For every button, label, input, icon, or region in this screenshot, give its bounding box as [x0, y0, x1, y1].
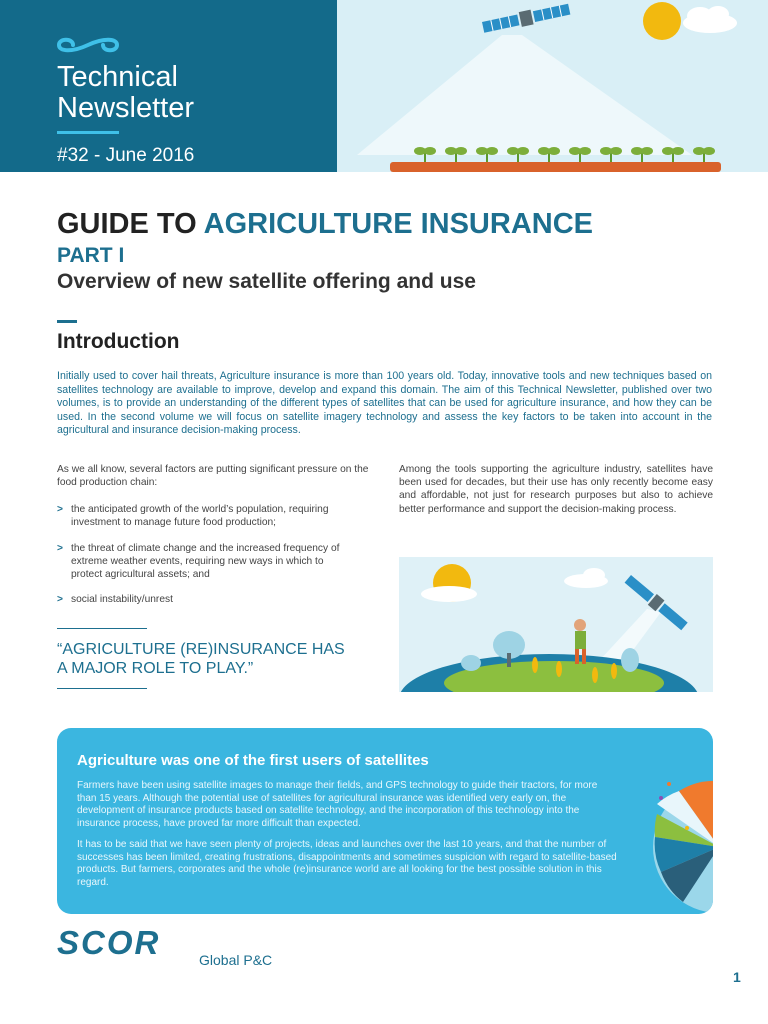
part-label: PART I: [57, 244, 125, 267]
bullet-item: [57, 542, 347, 582]
bullet-item: [57, 593, 347, 606]
introduction-paragraph: Initially used to cover hail threats, Agriculture insurance is more than 100 years old. Today, innovative tools and new techniques based on satellites technology are available to improve, develop and expand this domain. The aim of this Technical Newsletter, published over two volumes, is to provide an understanding of the different types of satellites that can be used for agriculture insurance, and how they can be used. In the second volume we will focus on satellite imagery technology and assess the key factors to be taken into account in the agricultural and insurance decision-making process.: [57, 370, 712, 437]
page-subtitle: Overview of new satellite offering and use: [57, 270, 476, 293]
bullet-chevron-icon: >: [57, 543, 63, 554]
sprout-icon: [476, 147, 498, 162]
sprout-icon: [538, 147, 560, 162]
scor-division: Global P&C: [199, 952, 273, 968]
section-heading-introduction: Introduction: [57, 330, 180, 353]
pull-quote: “AGRICULTURE (RE)INSURANCE HAS A MAJOR ROLE TO PLAY.”: [57, 641, 345, 677]
newsletter-title: [57, 62, 194, 124]
page-title-accent: AGRICULTURE INSURANCE: [203, 208, 593, 240]
satellite-beam: [357, 35, 692, 155]
feature-box-title: Agriculture was one of the first users of satellites: [77, 752, 429, 769]
bullet-text: social instability/unrest: [71, 594, 173, 605]
farmer-satellite-illustration: [399, 557, 713, 692]
scor-logo: [57, 928, 217, 958]
quote-rule-top: [57, 628, 147, 629]
sprout-icon: [569, 147, 591, 162]
soil-strip: [390, 162, 721, 172]
sprout-icon: [631, 147, 653, 162]
sprout-icon: [662, 147, 684, 162]
bullet-text: the threat of climate change and the increased frequency of extreme weather events, requiring new ways in which to protect agricultural assets; and: [71, 543, 340, 581]
right-column-text: Among the tools supporting the agriculture industry, satellites have been used for decades, but their use has only recently become easy and affordable, not just for research purposes but also to achieve better performance and support the decision-making process.: [399, 464, 713, 515]
sprout-icon: [445, 147, 467, 162]
bullet-chevron-icon: >: [57, 594, 63, 605]
sprout-icon: [507, 147, 529, 162]
feature-box-paragraph-2: It has to be said that we have seen plenty of projects, ideas and launches over the last 10 years, and that the number of successes has been limited, creating frustrations, disappointments and sometimes suspicion with regard to satellite-based products. But farmers, corporates and the whole (re)insurance world are all looking for the best possible solution in this regard.: [77, 839, 617, 888]
bullet-item: [57, 503, 347, 529]
issue-label: #32 - June 2016: [57, 145, 195, 166]
feature-box: [57, 728, 713, 914]
satellite-field-illustration: [337, 0, 768, 172]
section-marker: [57, 320, 77, 323]
page-number: 1: [733, 969, 741, 985]
bullet-chevron-icon: >: [57, 504, 63, 515]
page-title: [57, 208, 593, 241]
satellite-icon: [482, 2, 571, 35]
scor-wordmark: SCOR: [57, 928, 161, 958]
sprout-icon: [600, 147, 622, 162]
cloud-icon: [683, 6, 737, 33]
sprout-icon: [693, 147, 715, 162]
newsletter-title-line2: Newsletter: [57, 92, 194, 124]
header-illustration: [337, 0, 768, 172]
sprout-icon: [414, 147, 436, 162]
sun-icon: [643, 2, 681, 40]
title-underline: [57, 131, 119, 134]
quote-rule-bottom: [57, 688, 147, 689]
newsletter-title-line1: Technical: [57, 61, 178, 93]
bullet-text: the anticipated growth of the world’s population, requiring investment to manage future food production;: [71, 504, 329, 529]
page-title-prefix: GUIDE TO: [57, 208, 204, 240]
infinity-logo-icon: [57, 34, 119, 56]
globe-segment-graphic: [643, 742, 713, 914]
left-column-intro: As we all know, several factors are putting significant pressure on the food production chain:: [57, 464, 369, 489]
feature-box-paragraph-1: Farmers have been using satellite images to manage their fields, and GPS technology to guide their tractors, for more than 15 years. Although the potential use of satellites for agricultural insurance was identified very early on, the development of insurance products based on satellite technology, and the incorporation of this technology into the insurance process, have proved far more difficult than expected.: [77, 780, 598, 829]
